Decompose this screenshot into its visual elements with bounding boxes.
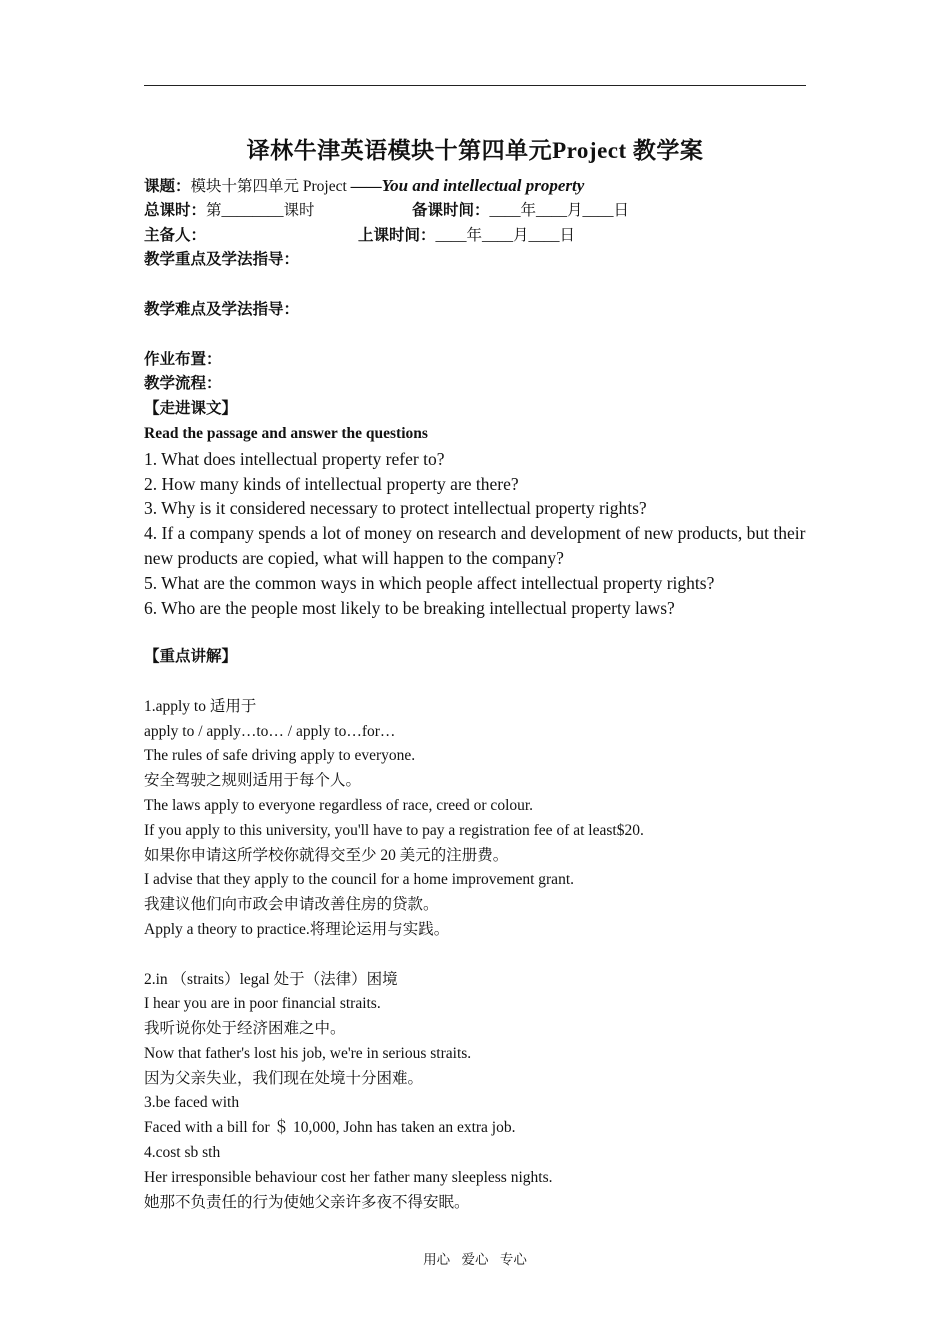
topic-label: 课题： — [144, 178, 191, 195]
preparer-line — [144, 224, 808, 249]
hours-line — [144, 199, 808, 224]
question-item: 3. Why is it considered necessary to protect intellectual property rights? — [144, 498, 647, 519]
topic-dash: —— — [350, 178, 382, 195]
note-line: 1.apply to 适用于 — [144, 697, 257, 715]
note-line: 安全驾驶之规则适用于每个人。 — [144, 772, 362, 790]
note-line: The rules of safe driving apply to everyone. — [144, 747, 416, 765]
preparer-label: 主备人： — [144, 226, 207, 244]
homework-label: 作业布置： — [144, 350, 222, 368]
note-line: Faced with a bill for ＄ 10,000, John has taken an extra job. — [144, 1119, 516, 1137]
process-label: 教学流程： — [144, 375, 222, 393]
prep-time-label: 备课时间： — [412, 201, 490, 219]
difficulty-label: 教学难点及学法指导： — [144, 300, 300, 318]
hours-value: 第________课时 — [206, 201, 315, 219]
note-line: 3.be faced with — [144, 1094, 240, 1112]
note-line: 她那不负责任的行为使她父亲许多夜不得安眠。 — [144, 1193, 470, 1211]
note-line: 如果你申请这所学校你就得交至少 20 美元的注册费。 — [144, 846, 509, 864]
section-heading-key-points: 【重点讲解】 — [144, 648, 238, 666]
document-body — [144, 174, 808, 1215]
note-line: apply to / apply…to… / apply to…for… — [144, 722, 396, 740]
topic-value: 模块十第四单元 Project — [190, 178, 351, 195]
question-item: 1. What does intellectual property refer to? — [144, 448, 445, 469]
section-heading-text: 【走进课文】 — [144, 400, 238, 418]
note-line: 4.cost sb sth — [144, 1144, 221, 1162]
question-item: 4. If a company spends a lot of money on research and development of new products, but their new products are copied, what will happen to the company? — [144, 523, 806, 568]
note-line: Her irresponsible behaviour cost her father many sleepless nights. — [144, 1168, 553, 1186]
note-line: Now that father's lost his job, we're in serious straits. — [144, 1044, 472, 1062]
class-time-label: 上课时间： — [358, 226, 436, 244]
header-rule — [144, 85, 806, 86]
note-line: The laws apply to everyone regardless of race, creed or colour. — [144, 796, 534, 814]
question-item: 2. How many kinds of intellectual property are there? — [144, 473, 519, 494]
note-line: If you apply to this university, you'll have to pay a registration fee of at least$20. — [144, 821, 644, 839]
note-line: Apply a theory to practice.将理论运用与实践。 — [144, 920, 450, 938]
note-line: I advise that they apply to the council for a home improvement grant. — [144, 871, 574, 889]
note-line: 2.in （straits）legal 处于（法律）困境 — [144, 970, 398, 988]
hours-label: 总课时： — [144, 201, 207, 219]
note-line: I hear you are in poor financial straits. — [144, 995, 381, 1013]
topic-line — [144, 174, 808, 199]
focus-label: 教学重点及学法指导： — [144, 251, 300, 269]
page-footer: 用心 爱心 专心 — [423, 1252, 527, 1267]
document-title: 译林牛津英语模块十第四单元Project 教学案 — [246, 138, 704, 163]
topic-italic: You and intellectual property — [381, 176, 585, 195]
class-time-value: ____年____月____日 — [435, 226, 576, 244]
note-line: 因为父亲失业，我们现在处境十分困难。 — [144, 1069, 424, 1087]
note-line: 我建议他们向市政会申请改善住房的贷款。 — [144, 896, 439, 914]
question-item: 6. Who are the people most likely to be breaking intellectual property laws? — [144, 597, 675, 618]
note-line: 我听说你处于经济困难之中。 — [144, 1020, 346, 1038]
question-item: 5. What are the common ways in which people affect intellectual property rights? — [144, 572, 715, 593]
reading-instruction: Read the passage and answer the questions — [144, 424, 428, 442]
prep-time-value: ____年____月____日 — [489, 201, 630, 219]
